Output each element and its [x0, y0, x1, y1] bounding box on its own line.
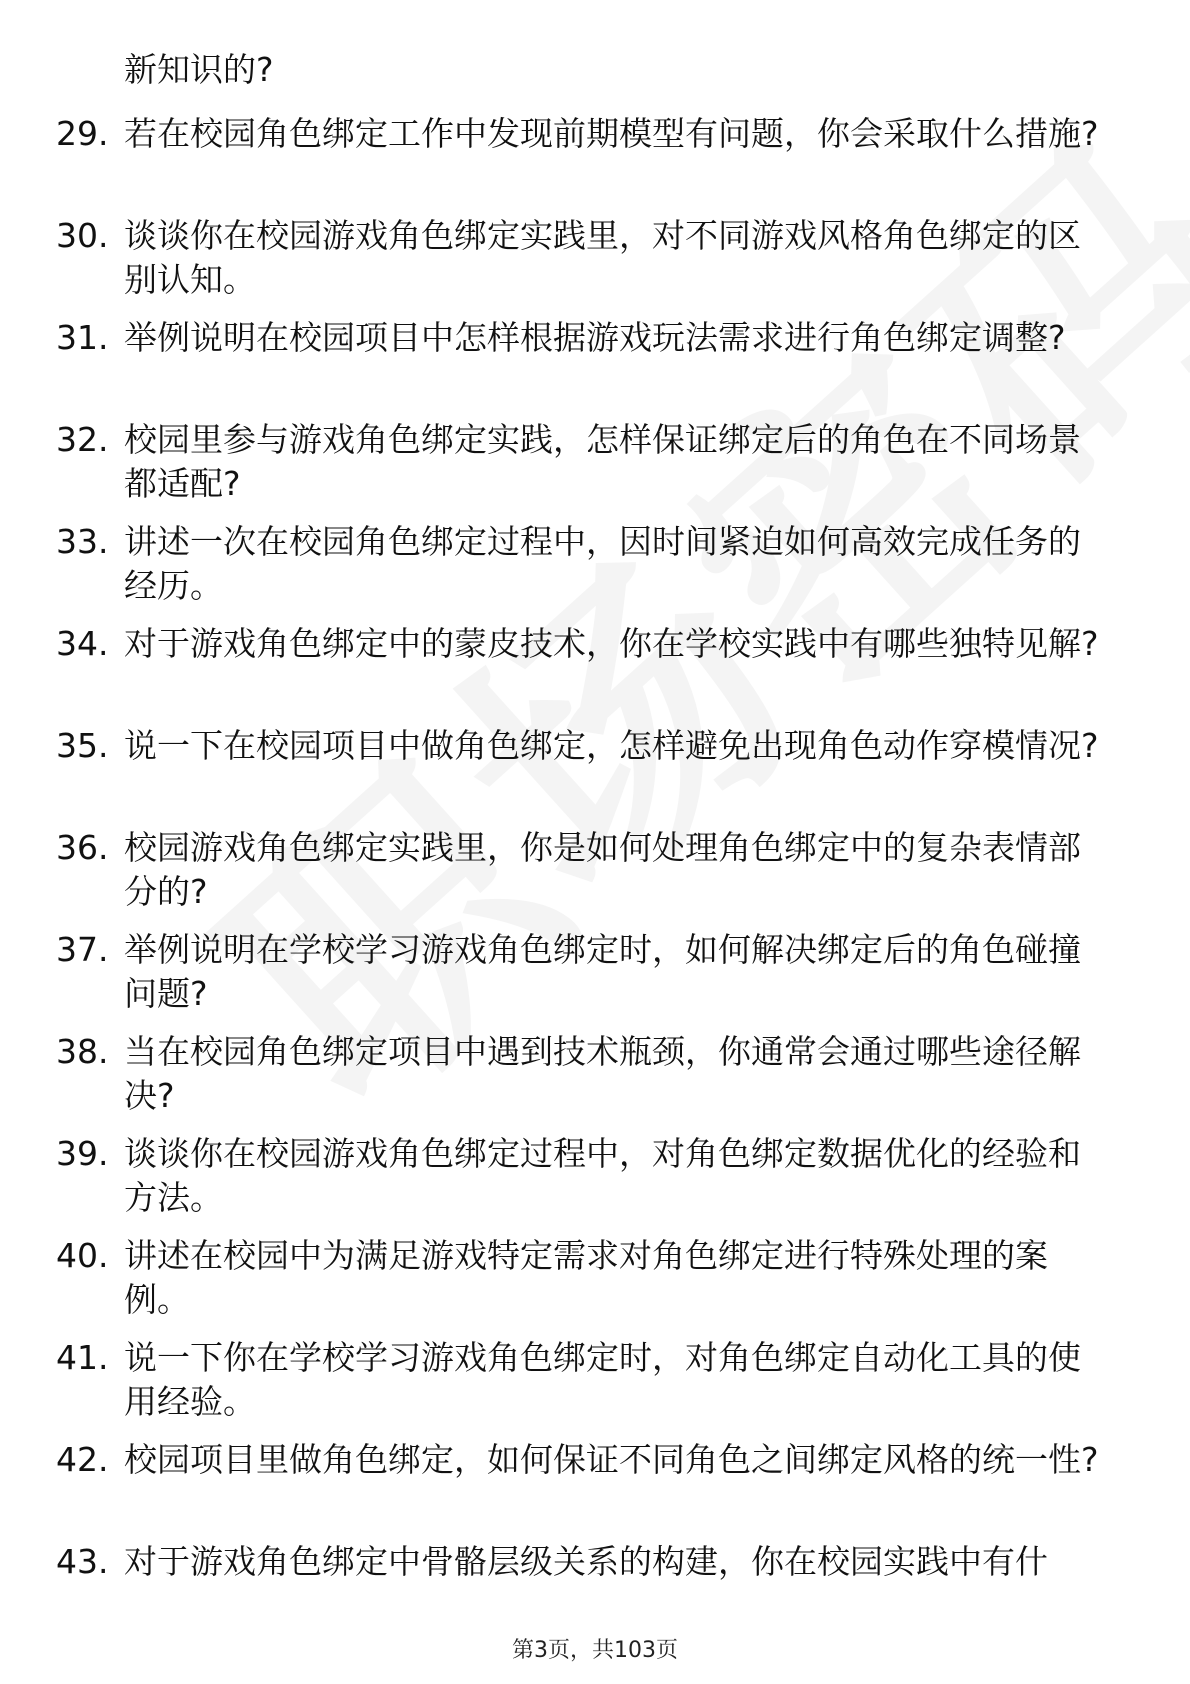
question-number: 36. [56, 828, 109, 867]
question-item [0, 112, 1190, 214]
question-item [0, 316, 1190, 418]
question-number: 35. [56, 726, 109, 765]
question-text: 谈谈你在校园游戏角色绑定实践里，对不同游戏风格角色绑定的区别认知。 [124, 216, 1081, 299]
question-item [0, 1438, 1190, 1540]
question-text: 校园项目里做角色绑定，如何保证不同角色之间绑定风格的统一性? [124, 1440, 1099, 1479]
question-number: 33. [56, 522, 109, 561]
question-text: 讲述在校园中为满足游戏特定需求对角色绑定进行特殊处理的案例。 [124, 1236, 1048, 1319]
continuation-text: 新知识的? [124, 50, 274, 89]
question-text: 说一下在校园项目中做角色绑定，怎样避免出现角色动作穿模情况? [124, 726, 1099, 765]
question-number: 43. [56, 1542, 109, 1581]
question-item [0, 1336, 1190, 1438]
question-number: 29. [56, 114, 109, 153]
question-text: 当在校园角色绑定项目中遇到技术瓶颈，你通常会通过哪些途径解决? [124, 1032, 1081, 1115]
question-item [0, 1234, 1190, 1336]
question-number: 40. [56, 1236, 109, 1275]
question-item [0, 214, 1190, 316]
question-number: 34. [56, 624, 109, 663]
question-text: 对于游戏角色绑定中的蒙皮技术，你在学校实践中有哪些独特见解? [124, 624, 1099, 663]
question-item [0, 1132, 1190, 1234]
page-footer: 第3页，共103页 [512, 1638, 678, 1663]
question-item [0, 826, 1190, 928]
question-item [0, 520, 1190, 622]
question-text: 对于游戏角色绑定中骨骼层级关系的构建，你在校园实践中有什 [124, 1542, 1048, 1581]
question-number: 42. [56, 1440, 109, 1479]
question-text: 校园里参与游戏角色绑定实践，怎样保证绑定后的角色在不同场景都适配? [124, 420, 1081, 503]
question-number: 39. [56, 1134, 109, 1173]
question-item [0, 622, 1190, 724]
question-number: 30. [56, 216, 109, 255]
question-number: 37. [56, 930, 109, 969]
question-item [0, 1030, 1190, 1132]
question-item [0, 418, 1190, 520]
question-text: 校园游戏角色绑定实践里，你是如何处理角色绑定中的复杂表情部分的? [124, 828, 1081, 911]
question-text: 举例说明在学校学习游戏角色绑定时，如何解决绑定后的角色碰撞问题? [124, 930, 1081, 1013]
question-item [0, 1540, 1190, 1642]
question-number: 38. [56, 1032, 109, 1071]
question-text: 若在校园角色绑定工作中发现前期模型有问题，你会采取什么措施? [124, 114, 1099, 153]
question-list [0, 112, 1190, 1642]
question-text: 举例说明在校园项目中怎样根据游戏玩法需求进行角色绑定调整? [124, 318, 1066, 357]
question-text: 说一下你在学校学习游戏角色绑定时，对角色绑定自动化工具的使用经验。 [124, 1338, 1081, 1421]
question-item [0, 724, 1190, 826]
question-item [0, 928, 1190, 1030]
question-text: 谈谈你在校园游戏角色绑定过程中，对角色绑定数据优化的经验和方法。 [124, 1134, 1081, 1217]
question-text: 讲述一次在校园角色绑定过程中，因时间紧迫如何高效完成任务的经历。 [124, 522, 1081, 605]
question-number: 31. [56, 318, 109, 357]
question-number: 32. [56, 420, 109, 459]
question-number: 41. [56, 1338, 109, 1377]
